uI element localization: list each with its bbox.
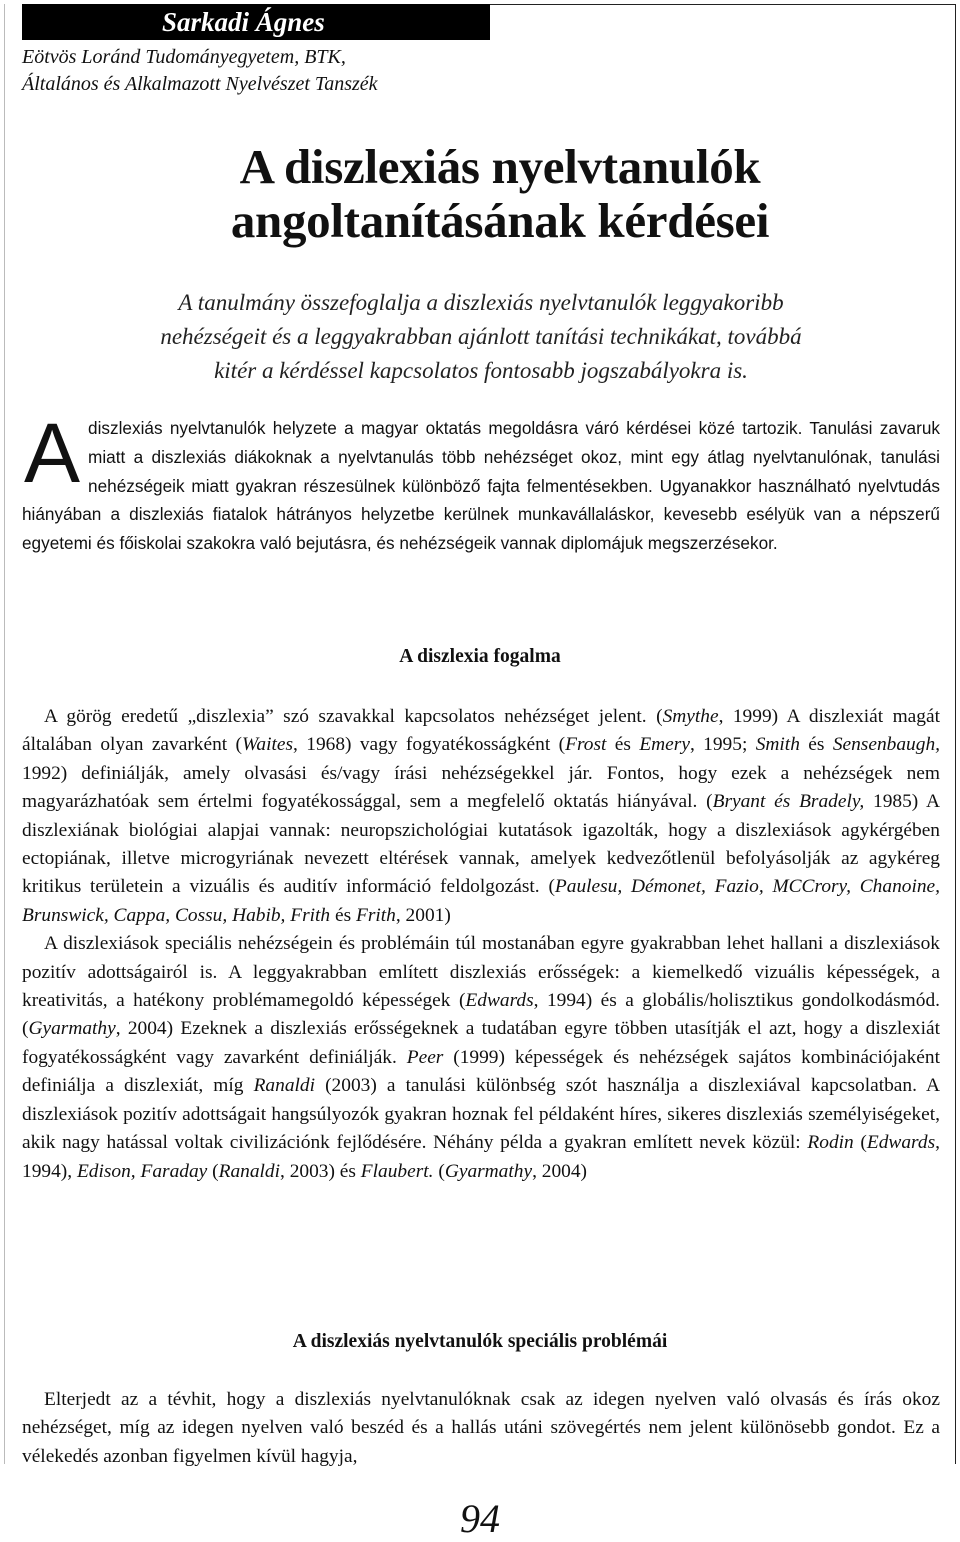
citation: Rodin — [807, 1132, 854, 1154]
citation: Frost — [565, 734, 607, 756]
citation: Waites — [242, 734, 294, 756]
section-body — [22, 1386, 940, 1471]
paragraph: A diszlexiások speciális nehézségein és problémáin túl mostanában egyre gyakrabban lehet hallani a diszlexiások pozitív adottságairól is. A leggyakrabban említett diszlexiás erősségek: a kiemelkedő vizuális képességek, a kreativitás, a hatékony problémamegoldó képességek (Edwards, 1994) és a globális/holisztikus gondolkodásmód. (Gyarmathy, 2004) Ezeknek a diszlexiás erősségeknek a tudatában egyre többen utasítják el azt, hogy a diszlexiát fogyatékosságként vagy zavarként definiálják. Peer (1999) képességek és nehézségek sajátos kombinációjaként definiálja a diszlexiát, míg Ranaldi (2003) a tanulási különbség szót használja a diszlexiával kapcsolatban. A diszlexiások pozitív adottságait hangsúlyozók gyakran hoznak fel példaként híres, sikeres diszlexiás személyiségeket, akik nagy hatással voltak civilizációnk fejlődésére. Néhány példa a gyakran említett nevek közül: Rodin (Edwards, 1994), Edison, Faraday (Ranaldi, 2003) és Flaubert. (Gyarmathy, 2004) — [22, 933, 941, 1182]
citation: Ranaldi — [218, 1160, 280, 1182]
article-title — [0, 140, 960, 248]
citation: Emery — [639, 734, 690, 756]
abstract — [22, 286, 940, 388]
intro-text: diszlexiás nyelvtanulók helyzete a magyar oktatás megoldásra váró kérdései közé tartozik. Tanulási zavaruk miatt a diszlexiás diákoknak a nyelvtanulás több nehézséget okoz, mint egy átlag nyelvtanulónak, tanulási nehézségeik miatt gyakran részesülnek különböző fajta felmentésekben. Ugyanakkor használható nyelvtudás hiányában a diszlexiás fiatalok hátrányos helyzetbe kerülnek munkavállaláskor, kevesebb esélyük van a népszerű egyetemi és főiskolai szakokra való bejutásra, és nehézségeik vannak diplomájuk megszerzésekor. — [22, 418, 940, 554]
citation: Paulesu, Démonet, Fazio, MCCrory, Chanoine, Brunswick, Cappa, Cossu, Habib, Frith — [22, 876, 940, 926]
citation: Frith — [355, 904, 396, 926]
citation: Bryant és Bradely, — [712, 791, 865, 813]
top-rule — [490, 4, 956, 5]
citation: Flaubert. — [360, 1160, 434, 1182]
citation: Ranaldi — [253, 1075, 315, 1097]
intro-paragraph — [22, 406, 940, 558]
section-body — [22, 703, 940, 1186]
page-number: 94 — [460, 1496, 500, 1541]
paragraph: Elterjedt az a tévhit, hogy a diszlexiás nyelvtanulóknak csak az idegen nyelven való olvasás és írás okoz nehézséget, míg az idegen nyelven való beszéd és a hallás utáni szövegértés nem jelent különösebb gondot. Ez a vélekedés azonban figyelmen kívül hagyja, — [22, 1389, 940, 1467]
affiliation-line: Eötvös Loránd Tudományegyetem, BTK, — [22, 46, 346, 68]
abstract-line: nehézségeit és a leggyakrabban ajánlott tanítási technikákat, továbbá — [160, 324, 802, 349]
citation: Edison, Faraday — [76, 1160, 208, 1182]
author-bar — [22, 4, 490, 40]
title-line: angoltanításának kérdései — [230, 193, 770, 248]
citation: Sensenbaugh, — [832, 734, 940, 756]
abstract-line: A tanulmány összefoglalja a diszlexiás nyelvtanulók leggyakoribb — [178, 290, 784, 315]
citation: Gyarmathy — [28, 1018, 116, 1040]
section-heading: A diszlexiás nyelvtanulók speciális problémái — [292, 1331, 668, 1352]
abstract-line: kitér a kérdéssel kapcsolatos fontosabb jogszabályokra is. — [214, 358, 748, 383]
drop-cap: A — [24, 406, 81, 500]
paragraph: A görög eredetű „diszlexia” szó szavakkal kapcsolatos nehézséget jelent. (Smythe, 1999) A diszlexiát magát általában olyan zavarként (Waites, 1968) vagy fogyatékosságként (Frost és Emery, 1995; Smith és Sensenbaugh, 1992) definiálják, amely olvasási és/vagy írási nehézségekkel jár. Fontos, hogy ezek a nehézségek nem magyarázhatóak sem értelmi fogyatékossággal, sem a megfelelő oktatás hiányával. (Bryant és Bradely, 1985) A diszlexiának biológiai alapjai vannak: neuropszichológiai kutatások igazolták, hogy a diszlexiások agykérgében ectopiának, illetve microgyriának nevezett eltérések vannak, amelyek kedvezőtlenül befolyásolják az agykéreg kritikus területein a vizuális és auditív információ feldolgozást. (Paulesu, Démonet, Fazio, MCCrory, Chanoine, Brunswick, Cappa, Cossu, Habib, Frith és Frith, 2001) — [22, 706, 940, 926]
author-name: Sarkadi Ágnes — [162, 7, 325, 37]
citation: Smythe — [662, 706, 719, 727]
citation: Peer — [406, 1046, 444, 1068]
citation: Gyarmathy — [444, 1160, 533, 1182]
affiliation — [22, 44, 378, 98]
citation: Edwards — [465, 990, 534, 1012]
title-line: A diszlexiás nyelvtanulók — [239, 139, 761, 194]
citation: Smith — [755, 734, 800, 756]
section-heading: A diszlexia fogalma — [399, 646, 561, 667]
affiliation-line: Általános és Alkalmazott Nyelvészet Tanszék — [22, 73, 378, 95]
citation: Edwards — [866, 1132, 936, 1154]
